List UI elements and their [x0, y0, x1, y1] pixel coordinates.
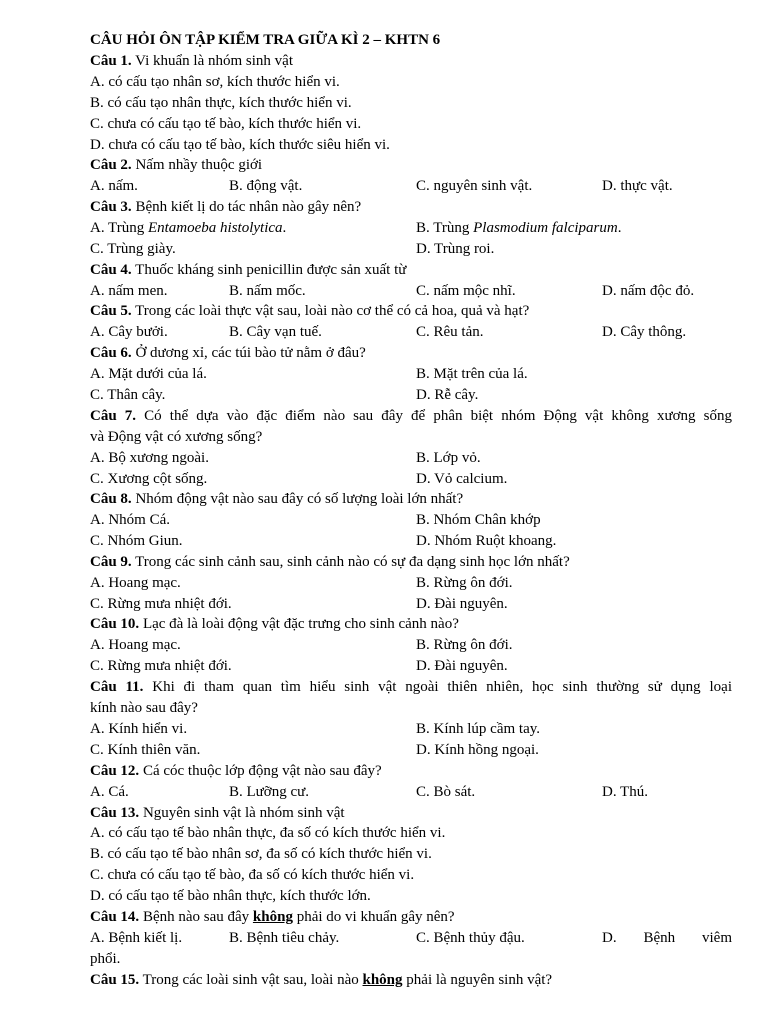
question-label: Câu 15.	[90, 972, 140, 988]
question-4	[90, 260, 732, 281]
question-1	[90, 51, 732, 72]
option-12a: A. Cá.	[90, 784, 129, 800]
option-10b: B. Rừng ôn đới.	[416, 637, 513, 653]
question-11-continued: kính nào sau đây?	[90, 700, 198, 716]
option-13c: C. chưa có cấu tạo tế bào, đa số có kích thước hiển vi.	[90, 867, 415, 883]
options-row-8b	[90, 531, 732, 552]
question-text: Nguyên sinh vật là nhóm sinh vật	[139, 805, 345, 821]
options-row-11b	[90, 740, 732, 761]
question-text: Lạc đà là loài động vật đặc trưng cho sinh cảnh nào?	[139, 616, 459, 632]
question-label: Câu 9.	[90, 554, 132, 570]
options-row-10b	[90, 656, 732, 677]
option-6c: C. Thân cây.	[90, 387, 166, 403]
option-1c: C. chưa có cấu tạo tế bào, kích thước hiển vi.	[90, 116, 362, 132]
option-11a: A. Kính hiển vi.	[90, 721, 188, 737]
option-2d: D. thực vật.	[602, 178, 673, 194]
emphasis-word: không	[362, 972, 403, 988]
question-text: Ở dương xỉ, các túi bào tử nằm ở đâu?	[131, 345, 366, 361]
emphasis-word: không	[252, 909, 293, 925]
option-4b: B. nấm mốc.	[229, 283, 306, 299]
option-6d: D. Rễ cây.	[416, 387, 479, 403]
option-13b: B. có cấu tạo tế bào nhân sơ, đa số có kích thước hiển vi.	[90, 846, 432, 862]
option-4d: D. nấm độc đỏ.	[602, 283, 695, 299]
option-12d: D. Thú.	[602, 784, 648, 800]
option-5d: D. Cây thông.	[602, 324, 687, 340]
option-11d: D. Kính hồng ngoại.	[416, 742, 539, 758]
option-6a: A. Mặt dưới của lá.	[90, 366, 207, 382]
options-row-8a	[90, 510, 732, 531]
option-13a: A. có cấu tạo tế bào nhân thực, đa số có kích thước hiển vi.	[90, 825, 446, 841]
option-2a: A. nấm.	[90, 178, 138, 194]
option-14d: D. Bệnh viêm	[602, 930, 732, 946]
options-row-6b	[90, 385, 732, 406]
question-14: Câu 14. Bệnh nào sau đây không phải do vi khuẩn gây nên?	[90, 909, 455, 925]
options-row-5	[90, 322, 732, 343]
question-6	[90, 343, 732, 364]
options-row-7b	[90, 469, 732, 490]
question-label: Câu 12.	[90, 763, 140, 779]
option-8a: A. Nhóm Cá.	[90, 512, 170, 528]
question-text: Vi khuẩn là nhóm sinh vật	[131, 53, 293, 69]
option-7d: D. Vỏ calcium.	[416, 471, 508, 487]
options-row-9b	[90, 594, 732, 615]
options-row-6a	[90, 364, 732, 385]
question-label: Câu 14.	[90, 909, 140, 925]
question-label: Câu 8.	[90, 491, 132, 507]
option-11c: C. Kính thiên văn.	[90, 742, 201, 758]
question-2	[90, 155, 732, 176]
options-row-4	[90, 281, 732, 302]
option-12b: B. Lưỡng cư.	[229, 784, 310, 800]
option-1b: B. có cấu tạo nhân thực, kích thước hiển vi.	[90, 95, 352, 111]
options-row-3a	[90, 218, 732, 239]
option-12c: C. Bò sát.	[416, 784, 476, 800]
options-row-9a	[90, 573, 732, 594]
option-3b: B. Trùng Plasmodium falciparum.	[416, 220, 622, 236]
question-5	[90, 301, 732, 322]
document-title: CÂU HỎI ÔN TẬP KIỂM TRA GIỮA KÌ 2 – KHTN 6	[90, 32, 441, 48]
question-text: Cá cóc thuộc lớp động vật nào sau đây?	[139, 763, 382, 779]
question-label: Câu 4.	[90, 262, 132, 278]
question-8	[90, 489, 732, 510]
question-15: Câu 15. Trong các loài sinh vật sau, loài nào không phải là nguyên sinh vật?	[90, 972, 553, 988]
option-2c: C. nguyên sinh vật.	[416, 178, 533, 194]
option-8d: D. Nhóm Ruột khoang.	[416, 533, 557, 549]
question-12	[90, 761, 732, 782]
option-1a: A. có cấu tạo nhân sơ, kích thước hiển vi.	[90, 74, 340, 90]
question-11	[90, 677, 732, 698]
question-label: Câu 10.	[90, 616, 140, 632]
option-14c: C. Bệnh thủy đậu.	[416, 930, 525, 946]
question-text: Bệnh kiết lị do tác nhân nào gây nên?	[131, 199, 362, 215]
question-text: Khi đi tham quan tìm hiểu sinh vật ngoài thiên nhiên, học sinh thường sử dụng loại	[143, 679, 732, 695]
option-10d: D. Đài nguyên.	[416, 658, 508, 674]
option-9b: B. Rừng ôn đới.	[416, 575, 513, 591]
question-label: Câu 3.	[90, 199, 132, 215]
question-text: Trong các sinh cảnh sau, sinh cảnh nào có sự đa dạng sinh học lớn nhất?	[131, 554, 570, 570]
options-row-12	[90, 782, 732, 803]
question-9	[90, 552, 732, 573]
option-14b: B. Bệnh tiêu chảy.	[229, 930, 340, 946]
question-text: Nhóm động vật nào sau đây có số lượng loài lớn nhất?	[131, 491, 464, 507]
option-3a: A. Trùng Entamoeba histolytica.	[90, 220, 287, 236]
option-7a: A. Bộ xương ngoài.	[90, 450, 209, 466]
question-label: Câu 6.	[90, 345, 132, 361]
question-label: Câu 1.	[90, 53, 132, 69]
option-10c: C. Rừng mưa nhiệt đới.	[90, 658, 232, 674]
option-8b: B. Nhóm Chân khớp	[416, 512, 541, 528]
option-5a: A. Cây bưởi.	[90, 324, 168, 340]
question-text: Thuốc kháng sinh penicillin được sản xuất từ	[131, 262, 407, 278]
question-13	[90, 803, 732, 824]
option-3d: D. Trùng roi.	[416, 241, 495, 257]
option-14a: A. Bệnh kiết lị.	[90, 930, 183, 946]
question-text: Nấm nhầy thuộc giới	[131, 157, 263, 173]
species-name: Entamoeba histolytica	[147, 220, 283, 236]
options-row-11a	[90, 719, 732, 740]
option-5b: B. Cây vạn tuế.	[229, 324, 322, 340]
option-1d: D. chưa có cấu tạo tế bào, kích thước siêu hiển vi.	[90, 137, 390, 153]
question-3	[90, 197, 732, 218]
species-name: Plasmodium falciparum	[473, 220, 618, 236]
question-7-continued: và Động vật có xương sống?	[90, 429, 263, 445]
option-7c: C. Xương cột sống.	[90, 471, 208, 487]
question-label: Câu 5.	[90, 303, 132, 319]
question-label: Câu 2.	[90, 157, 132, 173]
option-2b: B. động vật.	[229, 178, 303, 194]
option-7b: B. Lớp vỏ.	[416, 450, 481, 466]
question-label: Câu 11.	[90, 679, 144, 695]
option-3c: C. Trùng giày.	[90, 241, 176, 257]
option-8c: C. Nhóm Giun.	[90, 533, 183, 549]
option-9c: C. Rừng mưa nhiệt đới.	[90, 596, 232, 612]
options-row-14	[90, 928, 732, 949]
option-9d: D. Đài nguyên.	[416, 596, 508, 612]
option-10a: A. Hoang mạc.	[90, 637, 181, 653]
options-row-10a	[90, 635, 732, 656]
question-text: Có thể dựa vào đặc điểm nào sau đây để phân biệt nhóm Động vật không xương sống	[136, 408, 732, 424]
option-4c: C. nấm mộc nhĩ.	[416, 283, 516, 299]
question-label: Câu 7.	[90, 408, 137, 424]
option-4a: A. nấm men.	[90, 283, 168, 299]
option-14d-continued: phổi.	[90, 951, 121, 967]
option-6b: B. Mặt trên của lá.	[416, 366, 528, 382]
options-row-2	[90, 176, 732, 197]
question-7	[90, 406, 732, 427]
options-row-7a	[90, 448, 732, 469]
option-13d: D. có cấu tạo tế bào nhân thực, kích thước lớn.	[90, 888, 371, 904]
option-5c: C. Rêu tản.	[416, 324, 484, 340]
options-row-3b	[90, 239, 732, 260]
question-10	[90, 614, 732, 635]
option-9a: A. Hoang mạc.	[90, 575, 181, 591]
option-11b: B. Kính lúp cầm tay.	[416, 721, 541, 737]
question-label: Câu 13.	[90, 805, 140, 821]
question-text: Trong các loài thực vật sau, loài nào cơ thể có cả hoa, quả và hạt?	[131, 303, 530, 319]
